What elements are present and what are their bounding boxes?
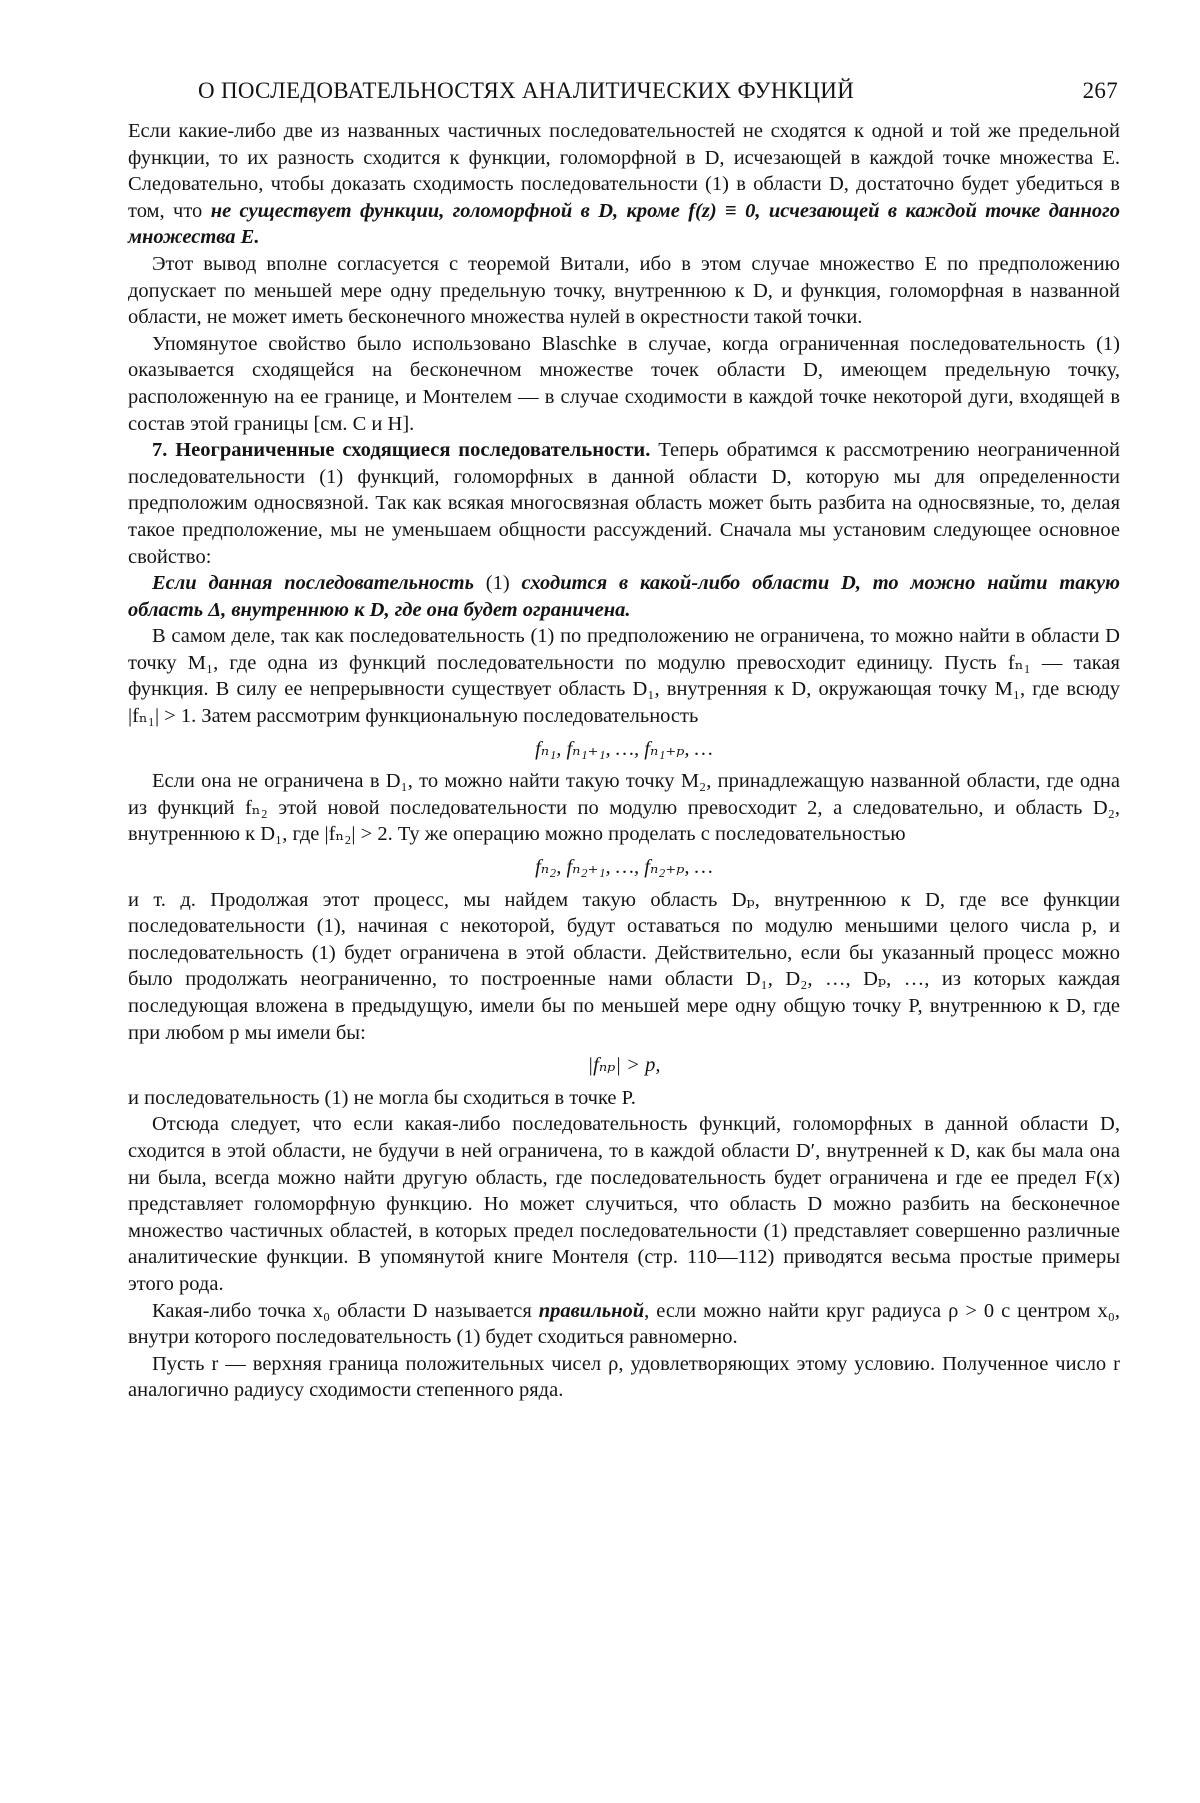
paragraph-1-text: Если какие-либо две из названных частичных последовательностей не сходятся к одной и той же предельной функции, то их разность сходится к функции, голоморфной в D, исчезающей в каждой точке множества E. Следовательно, чтобы доказать сходимость последовательности (1) в области D, достаточно будет убедиться в том, что bbox=[128, 120, 1120, 222]
paragraph-10-text-a: Какая-либо точка x₀ области D называется bbox=[152, 1299, 539, 1322]
paragraph-7: и т. д. Продолжая этот процесс, мы найдем такую область Dₚ, внутреннюю к D, где все функции последовательности (1), начиная с некоторой, будут оставаться по модулю меньшими целого числа p, и последовательность (1) будет ограничена в этой области. Действительно, если бы указанный процесс можно было продолжать неограниченно, то построенные нами области D₁, D₂, …, Dₚ, …, из которых каждая последующая вложена в предыдущую, имели бы по меньшей мере одну общую точку P, внутреннюю к D, где при любом p мы имели бы: bbox=[128, 888, 1120, 1044]
formula-inequality: |fₙₚ| > p, bbox=[587, 1054, 661, 1077]
paragraph-6: Если она не ограничена в D₁, то можно найти такую точку M₂, принадлежащую названной области, где одна из функций fₙ₂ этой новой последовательности по модулю превосходит 2, а следовательно, и область D₂, внутреннюю к D₁, где |fₙ₂| > 2. Ту же операцию можно проделать с последовательностью bbox=[128, 770, 1120, 846]
term-regular-point: правильной bbox=[538, 1299, 645, 1322]
section-7 bbox=[128, 437, 1120, 570]
paragraph-1-emphasis: не существует функции, голоморфной в D, кроме f(z) ≡ 0, исчезающей в каждой точке данного множества E. bbox=[128, 199, 1120, 249]
running-title: О ПОСЛЕДОВАТЕЛЬНОСТЯХ АНАЛИТИЧЕСКИХ ФУНКЦИЙ bbox=[198, 78, 855, 103]
section-7-text: Теперь обратимся к рассмотрению неограниченной последовательности (1) функций, голоморфных в данной области D, которую мы для определенности предположим односвязной. Так как всякая многосвязная область может быть разбита на односвязные, то, делая такое предположение, мы не уменьшаем общности рассуждений. Сначала мы установим следующее основное свойство: bbox=[128, 439, 1120, 568]
formula-sequence-2: fₙ₂, fₙ₂₊₁, …, fₙ₂₊ₚ, … bbox=[535, 856, 713, 879]
book-page bbox=[128, 78, 1120, 1778]
paragraph-9: Отсюда следует, что если какая-либо последовательность функций, голоморфных в данной области D, сходится в этой области, не будучи в ней ограничена, то в каждой области D′, внутренней к D, как бы мала она ни была, всегда можно найти другую область, где последовательность будет ограничена и где ее предел F(x) представляет голоморфную функцию. Но может случиться, что область D можно разбить на бесконечное множество частичных областей, в которых предел последовательности (1) представляет совершенно различные аналитические функции. В упомянутой книге Монтеля (стр. 110—112) приводятся весьма простые примеры этого рода. bbox=[128, 1113, 1120, 1295]
theorem-part-2: сходится в какой-либо области D, то можно найти такую область Δ, внутреннюю к D, где она будет ограничена. bbox=[128, 572, 1121, 621]
paragraph-10 bbox=[128, 1298, 1120, 1351]
formula-sequence-1: fₙ₁, fₙ₁₊₁, …, fₙ₁₊ₚ, … bbox=[535, 737, 713, 760]
paragraph-2: Этот вывод вполне согласуется с теоремой Витали, ибо в этом случае множество E по предположению допускает по меньшей мере одну предельную точку, внутреннюю к D, и функция, голоморфная в названной области, не может иметь бесконечного множества нулей в окрестности такой точки. bbox=[128, 252, 1120, 329]
running-header bbox=[198, 78, 1120, 118]
section-7-heading: 7. Неограниченные сходящиеся последовательности. bbox=[152, 439, 651, 462]
theorem-reference: (1) bbox=[485, 572, 510, 595]
paragraph-1 bbox=[128, 118, 1120, 251]
paragraph-10-text-b: , если можно найти круг радиуса ρ > 0 с центром x₀, внутри которого последовательность (1) будет сходиться равномерно. bbox=[128, 1299, 1121, 1349]
paragraph-proof: В самом деле, так как последовательность (1) по предположению не ограничена, то можно найти в области D точку M₁, где одна из функций последовательности по модулю превосходит единицу. Пусть fₙ₁ — такая функция. В силу ее непрерывности существует область D₁, внутренняя к D, окружающая точку M₁, где всюду |fₙ₁| > 1. Затем рассмотрим функциональную последовательность bbox=[128, 625, 1120, 728]
theorem-statement bbox=[128, 570, 1120, 623]
paragraph-3: Упомянутое свойство было использовано Blaschke в случае, когда ограниченная последовательность (1) оказывается сходящейся на бесконечном множестве точек области D, имеющем предельную точку, расположенную на ее границе, и Монтелем — в случае сходимости в каждой точке некоторой дуги, входящей в состав этой границы [см. С и Н]. bbox=[128, 332, 1120, 435]
theorem-part-1: Если данная последовательность bbox=[152, 572, 486, 595]
paragraph-11: Пусть r — верхняя граница положительных чисел ρ, удовлетворяющих этому условию. Полученное число r аналогично радиусу сходимости степенного ряда. bbox=[128, 1352, 1120, 1402]
page-number: 267 bbox=[1082, 78, 1118, 103]
paragraph-8: и последовательность (1) не могла бы сходиться в точке P. bbox=[128, 1086, 636, 1109]
